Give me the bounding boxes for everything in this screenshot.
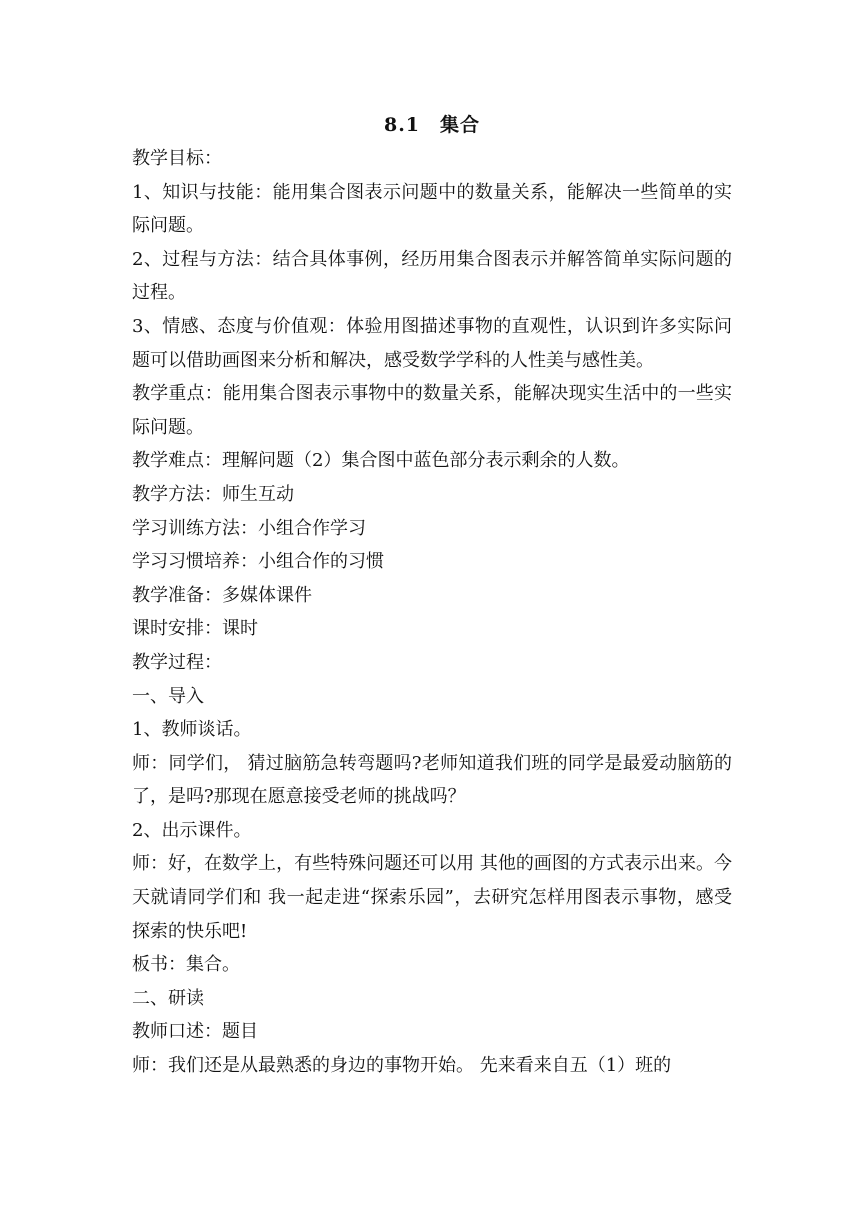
paragraph-teacher-explore: 师：好，在数学上，有些特殊问题还可以用 其他的画图的方式表示出来。今天就请同学们和 我一起走进“探索乐园”，去研究怎样用图表示事物，感受探索的快乐吧! (132, 853, 732, 942)
paragraph-section-study: 二、研读 (132, 987, 204, 1009)
paragraph-goal-process: 2、过程与方法：结合具体事例，经历用集合图表示并解答简单实际问题的过程。 (132, 248, 732, 304)
paragraph-show-courseware: 2、出示课件。 (132, 819, 252, 841)
paragraph-goal-emotion: 3、情感、态度与价值观：体验用图描述事物的直观性，认识到许多实际问题可以借助画图来分析和解决，感受数学学科的人性美与感性美。 (132, 315, 732, 371)
paragraph-goal-knowledge: 1、知识与技能：能用集合图表示问题中的数量关系，能解决一些简单的实际问题。 (132, 181, 732, 237)
paragraph-habit: 学习习惯培养：小组合作的习惯 (132, 551, 384, 573)
paragraph-teaching-goals-heading: 教学目标： (132, 148, 222, 169)
paragraph-teacher-familiar: 师：我们还是从最熟悉的身边的事物开始。 先来看来自五（1）班的 (132, 1055, 672, 1077)
paragraph-teacher-question: 师：同学们， 猜过脑筋急转弯题吗?老师知道我们班的同学是最爱动脑筋的了，是吗?那现在愿意接受老师的挑战吗？ (132, 752, 732, 808)
paragraph-training-method: 学习训练方法：小组合作学习 (132, 517, 366, 539)
paragraph-process-heading: 教学过程： (132, 651, 222, 673)
paragraph-key-points: 教学重点：能用集合图表示事物中的数量关系，能解决现实生活中的一些实际问题。 (132, 383, 732, 438)
paragraph-difficulties: 教学难点：理解问题（2）集合图中蓝色部分表示剩余的人数。 (132, 450, 630, 472)
paragraph-preparation: 教学准备：多媒体课件 (132, 584, 312, 606)
paragraph-section-intro: 一、导入 (132, 685, 204, 707)
paragraph-schedule: 课时安排：课时 (132, 618, 258, 640)
paragraph-board-writing: 板书：集合。 (132, 954, 240, 976)
paragraph-teacher-talk: 1、教师谈话。 (132, 719, 252, 741)
document-page (132, 108, 732, 1083)
paragraph-teacher-oral: 教师口述：题目 (132, 1021, 258, 1043)
document-title: 8.1 集合 (383, 114, 481, 136)
paragraph-teaching-method: 教学方法：师生互动 (132, 483, 294, 505)
